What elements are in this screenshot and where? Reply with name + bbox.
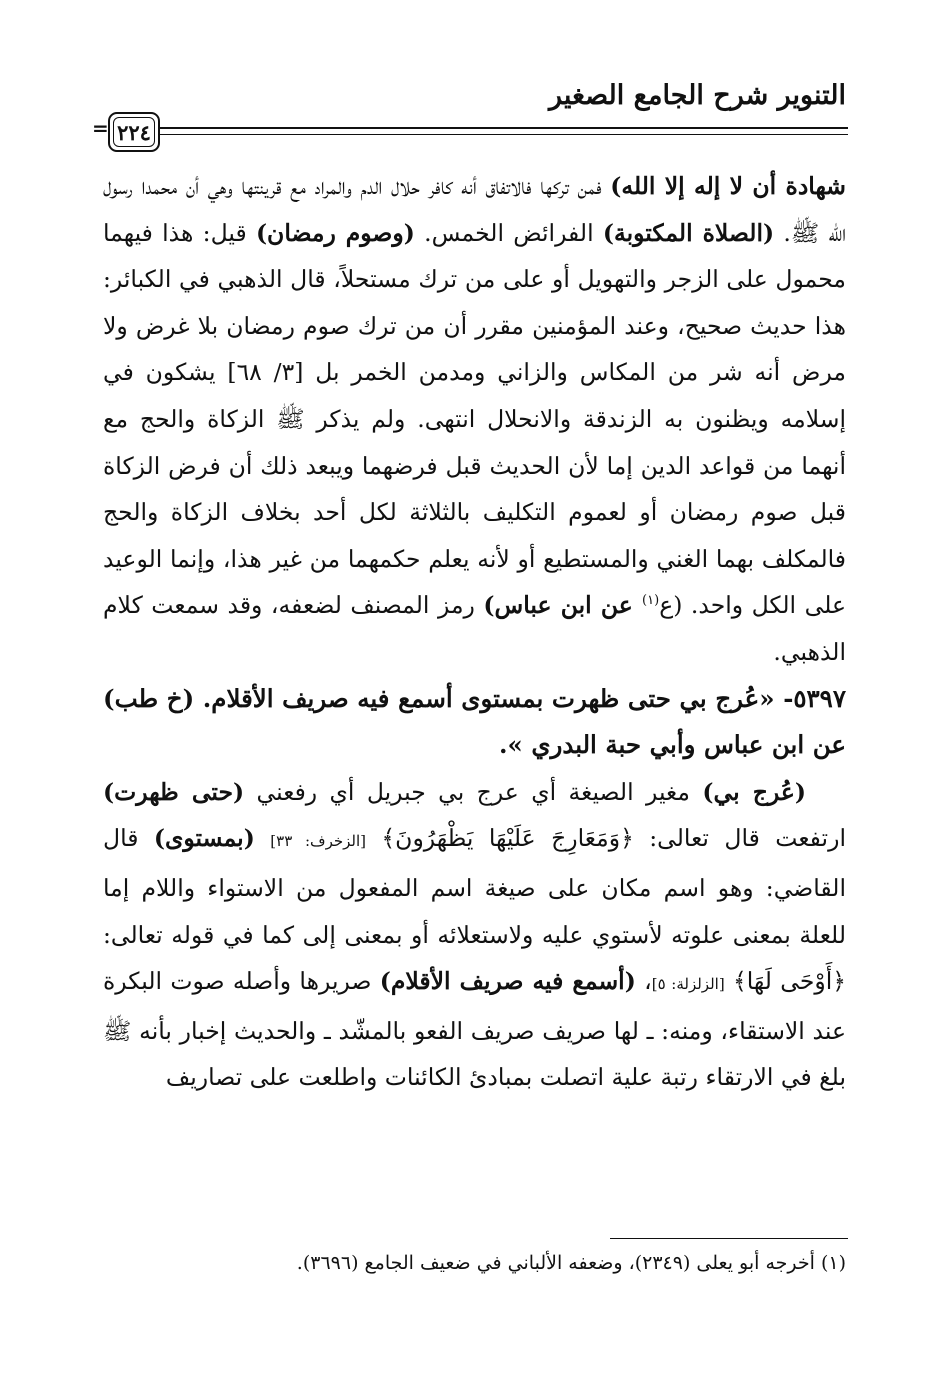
bold-phrase: (حتى ظهرت) [103, 777, 245, 806]
page-number [108, 112, 160, 152]
paragraph-commentary [103, 769, 846, 1101]
bold-phrase: (الصلاة المكتوبة) [602, 218, 775, 247]
header-rule-secondary [155, 134, 848, 135]
bold-phrase: شهادة أن لا إله إلا الله) [610, 172, 846, 200]
main-text [103, 163, 846, 1101]
text-run: قيل: هذا فيهما محمول على الزجر والتهويل أو على من ترك مستحلاً، قال الذهبي في الكبائر: هذا حديث صحيح، وعند المؤمنين مقرر أن من ترك صوم رمضان بلا غرض ولا مرض أنه شر من المكاس والزاني ومدمن الخمر بل [٣/ ٦٨] يشكون في إسلامه ويظنون به الزندقة والانحلال انتهى. ولم يذكر ﷺ الزكاة والحج مع أنهما من قواعد الدين إما لأن الحديث قبل فرضهما ويبعد ذلك أن فرض الزكاة قبل صوم رمضان أو لعموم التكليف بالثلاثة لكل أحد بخلاف الزكاة والحج فالمكلف بهما الغني والمستطيع أو لأنه يعلم حكمهما من غير هذا، وإنما الوعيد على الكل واحد. (ع [103, 218, 846, 620]
text-run: قال القاضي: وهو اسم مكان على صيغة اسم المفعول من الاستواء واللام إما للعلة بمعنى علوته لأستوي عليه ولاستعلائه أو بمعنى إلى كما في قوله تعالى: ﴿أَوْحَى لَهَا﴾ [103, 824, 846, 996]
bold-phrase: (وصوم رمضان) [255, 218, 415, 247]
header-ornament: = [92, 116, 109, 140]
text-run [255, 824, 270, 852]
header-rule [155, 127, 848, 129]
text-run: الفرائض الخمس. [414, 218, 603, 247]
text-run: فمن تركها فالاتفاق أنه كافر حلال الدم والمراد مع قرينتها وهي أن محمدا رسول الله ﷺ. [103, 172, 847, 247]
text-run: ، [635, 967, 652, 996]
bold-phrase: عن ابن عباس) [483, 591, 643, 620]
running-title: التنوير شرح الجامع الصغير [549, 80, 846, 111]
text-run: صريرها وأصله صوت البكرة عند الاستقاء، ومنه: ـ لها صريف صريف الفعو بالمشّد ـ والحديث إخبار بأنه ﷺ بلغ في الارتقاء رتبة علية اتصلت بمبادئ الكائنات واطلعت على تصاريف [103, 967, 846, 1092]
paragraph-commentary-previous [103, 163, 846, 676]
hadith-number: ٥٣٩٧- [783, 683, 846, 713]
quran-reference: [الزلزلة: ٥] [651, 975, 725, 994]
bold-phrase: (بمستوى) [153, 824, 255, 853]
text-run: ارتفعت قال تعالى: ﴿وَمَعَارِجَ عَلَيْهَا يَظْهَرُونَ﴾ [366, 824, 846, 853]
text-run: مغير الصيغة أي عرج بي جبريل أي رفعني [244, 777, 703, 806]
footnote: (١) أخرجه أبو يعلى (٢٣٤٩)، وضعفه الألباني في ضعيف الجامع (٣٦٩٦). [296, 1252, 846, 1274]
quran-reference: [الزخرف: ٣٣] [270, 832, 366, 851]
hadith-text: «عُرج بي حتى ظهرت بمستوى أسمع فيه صريف الأقلام. (خ طب) عن ابن عباس وأبي حبة البدري ». [103, 683, 846, 760]
bold-phrase: (عُرج بي) [702, 777, 806, 806]
footnote-divider [610, 1238, 848, 1239]
footnote-marker: (١) [642, 593, 660, 609]
hadith-entry [103, 676, 846, 769]
bold-phrase: (أسمع فيه صريف الأقلام) [379, 967, 636, 996]
page-number-text: ٢٢٤ [117, 119, 151, 145]
text-run: رمز المصنف لضعفه، وقد سمعت كلام الذهبي. [103, 591, 846, 666]
